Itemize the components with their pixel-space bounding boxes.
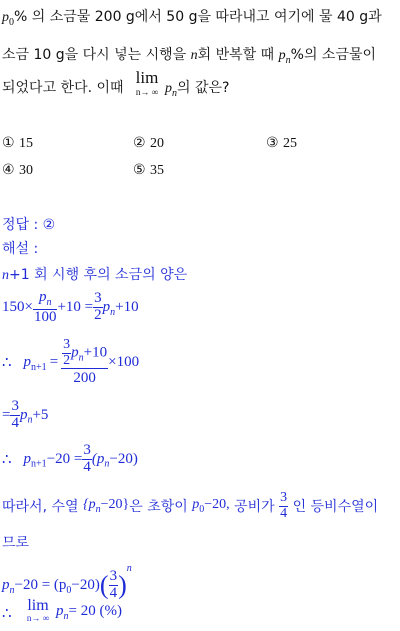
choice-1[interactable]: [2, 135, 33, 152]
step-text: +1 회 시행 후의 소금의 양은: [9, 267, 188, 283]
right-paren: ): [118, 570, 127, 600]
n-symbol: n: [190, 48, 198, 63]
p-symbol: p: [71, 344, 79, 361]
explanation-step-9: [2, 604, 24, 623]
therefore-symbol: ∴: [2, 355, 12, 372]
p-symbol: p: [23, 354, 32, 371]
math-text: +10 =: [57, 299, 94, 316]
fraction-denominator: 4: [11, 414, 19, 431]
choice-mark: ①: [2, 135, 15, 151]
choice-3[interactable]: [266, 135, 297, 152]
fraction-3-over-4: [10, 399, 20, 432]
fraction-numerator: 3: [280, 490, 288, 505]
pn-symbol: p: [165, 81, 172, 96]
choice-value: 35: [150, 163, 165, 178]
choice-value: 25: [283, 136, 298, 151]
math-text: +10: [115, 299, 139, 316]
fraction-numerator: 3: [94, 290, 102, 307]
therefore-symbol: ∴: [2, 451, 12, 468]
math-text: {p: [82, 497, 96, 513]
fraction-denominator: 2: [63, 352, 71, 368]
step-text: 은 초항이: [129, 499, 188, 516]
subscript: n: [46, 297, 52, 308]
fraction-denominator: 2: [94, 307, 102, 324]
pn-symbol: p: [102, 299, 111, 316]
problem-line-3b: [165, 77, 229, 99]
fraction-pn-over-100: [33, 290, 58, 325]
p-symbol: p: [2, 577, 10, 594]
math-text: 150×: [2, 299, 33, 316]
fraction-3-over-4: [82, 443, 92, 476]
problem-text: 소금 10 g을 다시 넣는 시행을: [2, 47, 187, 63]
choice-4[interactable]: [2, 162, 33, 179]
explanation-step-3: [2, 338, 139, 387]
fraction-denominator: 200: [61, 368, 108, 387]
math-text: −20): [71, 577, 100, 594]
fraction-3-over-2: [93, 291, 103, 324]
explanation-step-8: [2, 563, 132, 602]
choice-mark: ③: [266, 135, 279, 151]
subscript: n: [95, 504, 101, 516]
explanation-step-9-rhs: [56, 603, 122, 622]
subscript: n: [63, 611, 69, 622]
limit-expression: [22, 597, 54, 623]
explanation-step-6: [2, 491, 378, 521]
choice-mark: ⑤: [133, 162, 146, 178]
fraction-3-over-4: [109, 569, 119, 602]
math-text: ×100: [108, 354, 140, 371]
pn-symbol: p: [278, 48, 286, 63]
pn-subscript: n: [285, 54, 291, 66]
explanation-step-2: [2, 290, 139, 325]
p0-subscript: 0: [9, 16, 14, 28]
math-text: −20 =: [46, 450, 83, 467]
step-text: 인 등비수열이: [292, 499, 379, 516]
subscript: n+1: [31, 362, 47, 373]
pn-subscript: n: [172, 87, 177, 99]
problem-text: 되었다고 한다. 이때: [2, 80, 124, 96]
math-text: +5: [32, 406, 49, 423]
explanation-step-1: [2, 264, 187, 284]
problem-text: %의 소금물이: [290, 47, 377, 63]
nested-fraction: [61, 338, 108, 387]
answer-label: 정답 : ②: [2, 217, 56, 233]
problem-text: 회 반복할 때: [197, 47, 275, 63]
lim-subscript: n→ ∞: [135, 87, 159, 97]
explanation-title: 해설 :: [2, 241, 39, 257]
choice-mark: ②: [133, 135, 146, 151]
lim-subscript: n→ ∞: [26, 613, 50, 623]
left-paren: (: [99, 570, 109, 600]
fraction-numerator: 3: [63, 337, 71, 352]
p-symbol: p: [23, 450, 32, 467]
fraction-numerator: 3: [11, 398, 19, 414]
choice-value: 15: [19, 136, 34, 151]
math-text: =: [2, 406, 11, 423]
step-text: 공비가: [234, 499, 275, 516]
fraction-denominator: 4: [280, 505, 288, 521]
problem-line-1: [2, 6, 382, 28]
n-symbol: n: [2, 268, 9, 283]
lim-symbol: lim: [27, 597, 49, 614]
problem-text: % 의 소금물 200 g에서 50 g을 따라내고 여기에 물 40 g과: [14, 9, 382, 25]
explanation-step-7: 므로: [2, 535, 30, 551]
limit-expression: [131, 68, 163, 97]
explanation-step-4: [2, 399, 48, 432]
math-text: (p: [91, 450, 105, 467]
choice-2[interactable]: [133, 135, 164, 152]
fraction-3-over-4: [279, 491, 288, 521]
lim-symbol: lim: [135, 68, 159, 87]
choice-5[interactable]: [133, 162, 164, 179]
subscript: n: [27, 414, 33, 426]
problem-line-3: [2, 77, 124, 97]
step-text: 따라서, 수열: [2, 499, 79, 516]
explanation-step-5: [2, 443, 138, 476]
fraction-numerator: p: [38, 289, 47, 305]
math-text: =: [49, 354, 59, 371]
exponent: n: [126, 563, 132, 574]
p0-symbol: p: [2, 10, 9, 25]
math-text: −20}: [100, 497, 130, 513]
subscript: n+1: [31, 458, 47, 470]
fraction-denominator: 100: [33, 308, 57, 325]
math-text: +10: [83, 344, 108, 361]
subscript: 0: [66, 585, 72, 596]
math-text: −20,: [204, 497, 230, 513]
therefore-symbol: ∴: [2, 606, 12, 622]
subscript: 0: [199, 504, 205, 516]
problem-text: 의 값은?: [177, 80, 230, 96]
p0-symbol: p: [192, 497, 200, 513]
math-text: −20 = (p: [14, 577, 67, 594]
subscript: n: [110, 307, 116, 319]
choice-value: 30: [19, 163, 34, 178]
fraction-numerator: 3: [83, 442, 91, 458]
fraction-numerator: 3: [109, 568, 118, 585]
subscript: n: [104, 458, 110, 470]
pn-symbol: p: [19, 406, 28, 423]
subscript: n: [9, 585, 15, 596]
math-text: −20): [109, 450, 138, 467]
math-text: = 20 (%): [68, 603, 122, 619]
choice-mark: ④: [2, 162, 15, 178]
subscript: n: [78, 352, 84, 364]
fraction-denominator: 4: [83, 458, 91, 475]
choice-value: 20: [150, 136, 165, 151]
pn-symbol: p: [56, 603, 64, 619]
fraction-denominator: 4: [109, 585, 118, 602]
problem-line-2: [2, 44, 376, 66]
